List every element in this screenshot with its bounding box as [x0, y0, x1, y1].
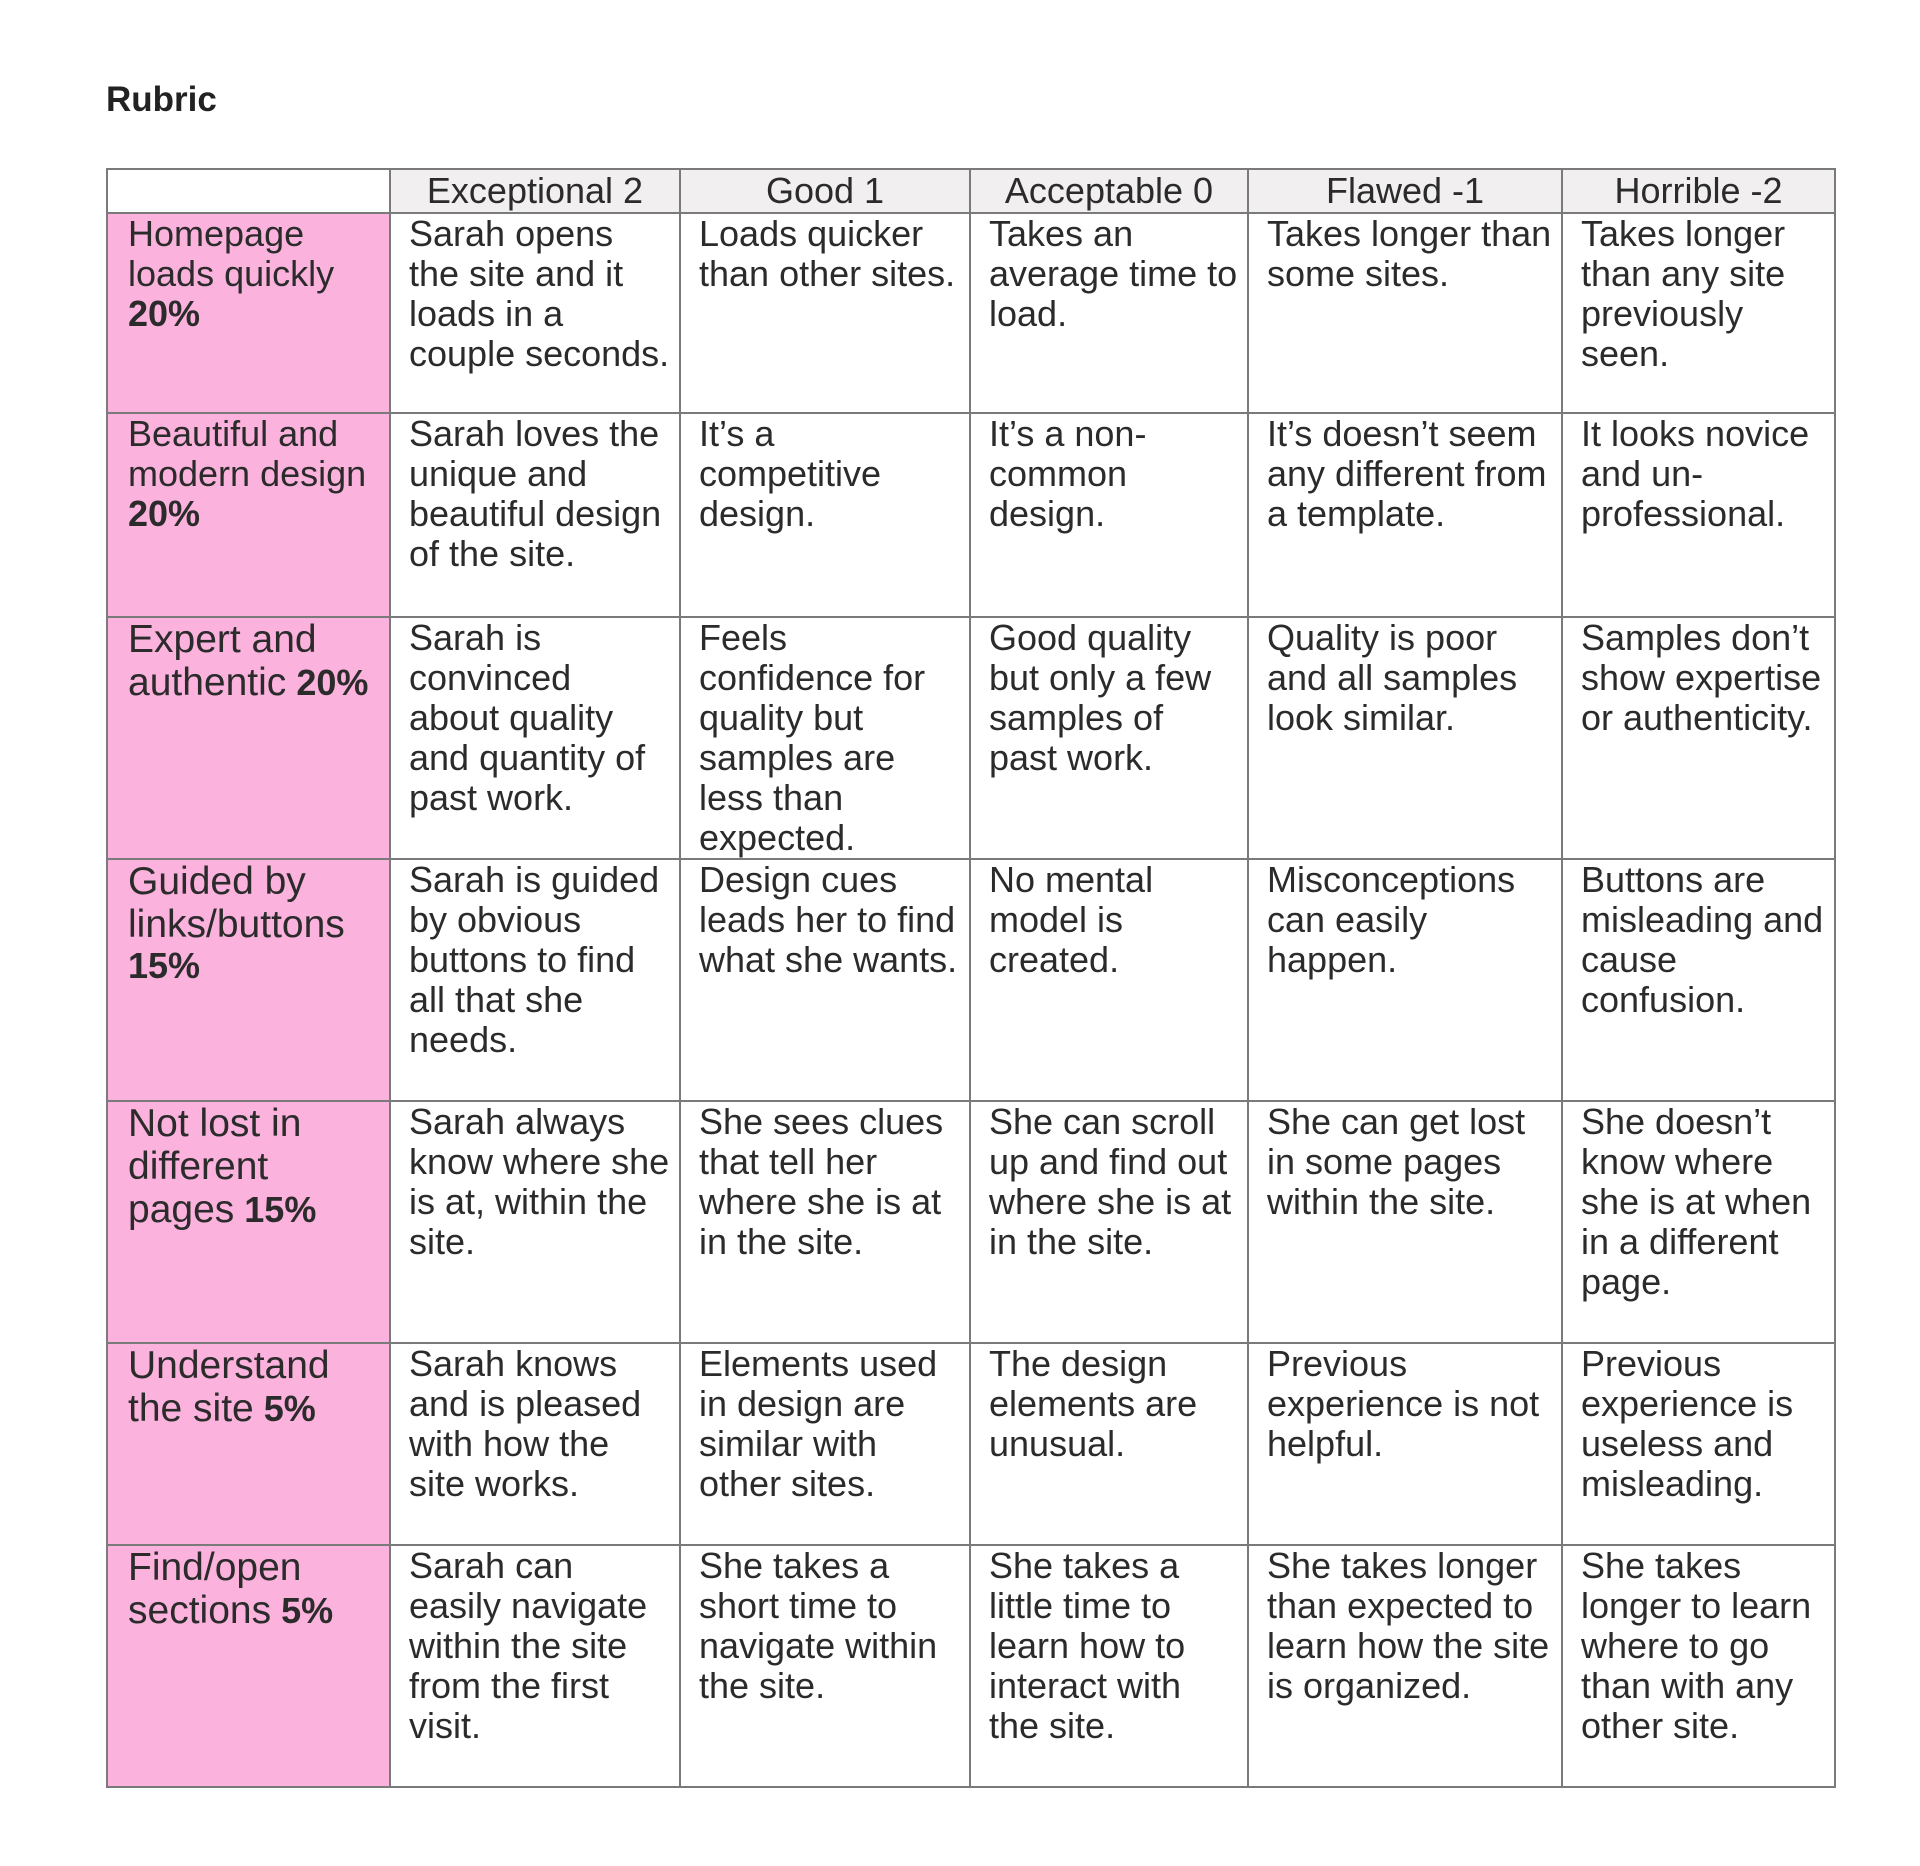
rubric-row-not-lost [107, 1101, 1835, 1343]
rubric-cell: Sarah always know where she is at, within the site. [390, 1101, 680, 1343]
criterion-cell [107, 1343, 390, 1545]
criterion-cell [107, 213, 390, 413]
header-exceptional: Exceptional 2 [390, 169, 680, 213]
rubric-cell: Sarah is convinced about quality and quantity of past work. [390, 617, 680, 859]
criterion-weight: 5% [281, 1590, 334, 1631]
criterion-weight: 20% [128, 293, 201, 334]
rubric-cell: It’s a competitive design. [680, 413, 970, 617]
rubric-cell: No mental model is created. [970, 859, 1248, 1101]
criterion-cell [107, 617, 390, 859]
rubric-cell: She takes longer than expected to learn how the site is organized. [1248, 1545, 1562, 1787]
rubric-cell: Takes an average time to load. [970, 213, 1248, 413]
rubric-row-expert-authentic [107, 617, 1835, 859]
rubric-row-guided-by-links [107, 859, 1835, 1101]
criterion-weight: 15% [244, 1189, 317, 1230]
criterion-cell [107, 1545, 390, 1787]
rubric-row-homepage-loads [107, 213, 1835, 413]
header-horrible: Horrible -2 [1562, 169, 1835, 213]
criterion-cell [107, 859, 390, 1101]
rubric-row-find-sections [107, 1545, 1835, 1787]
header-acceptable: Acceptable 0 [970, 169, 1248, 213]
criterion-weight: 20% [296, 662, 369, 703]
criterion-label: Guided by links/buttons [128, 860, 345, 946]
page-title: Rubric [106, 80, 217, 119]
rubric-cell: Takes longer than some sites. [1248, 213, 1562, 413]
rubric-cell: She takes a short time to navigate within the site. [680, 1545, 970, 1787]
rubric-cell: She can get lost in some pages within the site. [1248, 1101, 1562, 1343]
rubric-cell: Samples don’t show expertise or authenticity. [1562, 617, 1835, 859]
criterion-cell [107, 413, 390, 617]
rubric-cell: Previous experience is not helpful. [1248, 1343, 1562, 1545]
rubric-cell: She sees clues that tell her where she is at in the site. [680, 1101, 970, 1343]
criterion-weight: 20% [128, 493, 201, 534]
rubric-cell: She takes a little time to learn how to interact with the site. [970, 1545, 1248, 1787]
criterion-label: Find/open sections [128, 1546, 302, 1632]
rubric-row-beautiful-design [107, 413, 1835, 617]
rubric-cell: Feels confidence for quality but samples are less than expected. [680, 617, 970, 859]
rubric-cell: Good quality but only a few samples of past work. [970, 617, 1248, 859]
rubric-cell: It’s a non-common design. [970, 413, 1248, 617]
rubric-cell: Design cues leads her to find what she wants. [680, 859, 970, 1101]
rubric-cell: It’s doesn’t seem any different from a template. [1248, 413, 1562, 617]
header-flawed: Flawed -1 [1248, 169, 1562, 213]
rubric-cell: Quality is poor and all samples look similar. [1248, 617, 1562, 859]
rubric-cell: Sarah knows and is pleased with how the site works. [390, 1343, 680, 1545]
criterion-weight: 5% [263, 1388, 316, 1429]
criterion-label: Homepage loads quickly [128, 213, 335, 294]
rubric-cell: The design elements are unusual. [970, 1343, 1248, 1545]
rubric-row-understand-site [107, 1343, 1835, 1545]
rubric-cell: Buttons are misleading and cause confusion. [1562, 859, 1835, 1101]
criterion-label: Not lost in different pages [128, 1102, 302, 1231]
header-row [107, 169, 1835, 213]
criterion-label: Understand the site [128, 1344, 330, 1430]
header-good: Good 1 [680, 169, 970, 213]
rubric-cell: Loads quicker than other sites. [680, 213, 970, 413]
rubric-cell: Takes longer than any site previously seen. [1562, 213, 1835, 413]
criterion-label: Expert and authentic [128, 618, 317, 704]
rubric-cell: Misconceptions can easily happen. [1248, 859, 1562, 1101]
rubric-cell: She takes longer to learn where to go than with any other site. [1562, 1545, 1835, 1787]
rubric-cell: Sarah opens the site and it loads in a couple seconds. [390, 213, 680, 413]
criterion-cell [107, 1101, 390, 1343]
rubric-cell: Previous experience is useless and misleading. [1562, 1343, 1835, 1545]
rubric-cell: She doesn’t know where she is at when in a different page. [1562, 1101, 1835, 1343]
rubric-cell: It looks novice and un-professional. [1562, 413, 1835, 617]
rubric-cell: Sarah loves the unique and beautiful design of the site. [390, 413, 680, 617]
criterion-label: Beautiful and modern design [128, 413, 367, 494]
rubric-cell: She can scroll up and find out where she is at in the site. [970, 1101, 1248, 1343]
rubric-cell: Sarah can easily navigate within the site from the first visit. [390, 1545, 680, 1787]
rubric-cell: Elements used in design are similar with other sites. [680, 1343, 970, 1545]
criterion-weight: 15% [128, 945, 201, 986]
rubric-cell: Sarah is guided by obvious buttons to find all that she needs. [390, 859, 680, 1101]
header-corner-cell [107, 169, 390, 213]
rubric-table [106, 168, 1836, 1788]
